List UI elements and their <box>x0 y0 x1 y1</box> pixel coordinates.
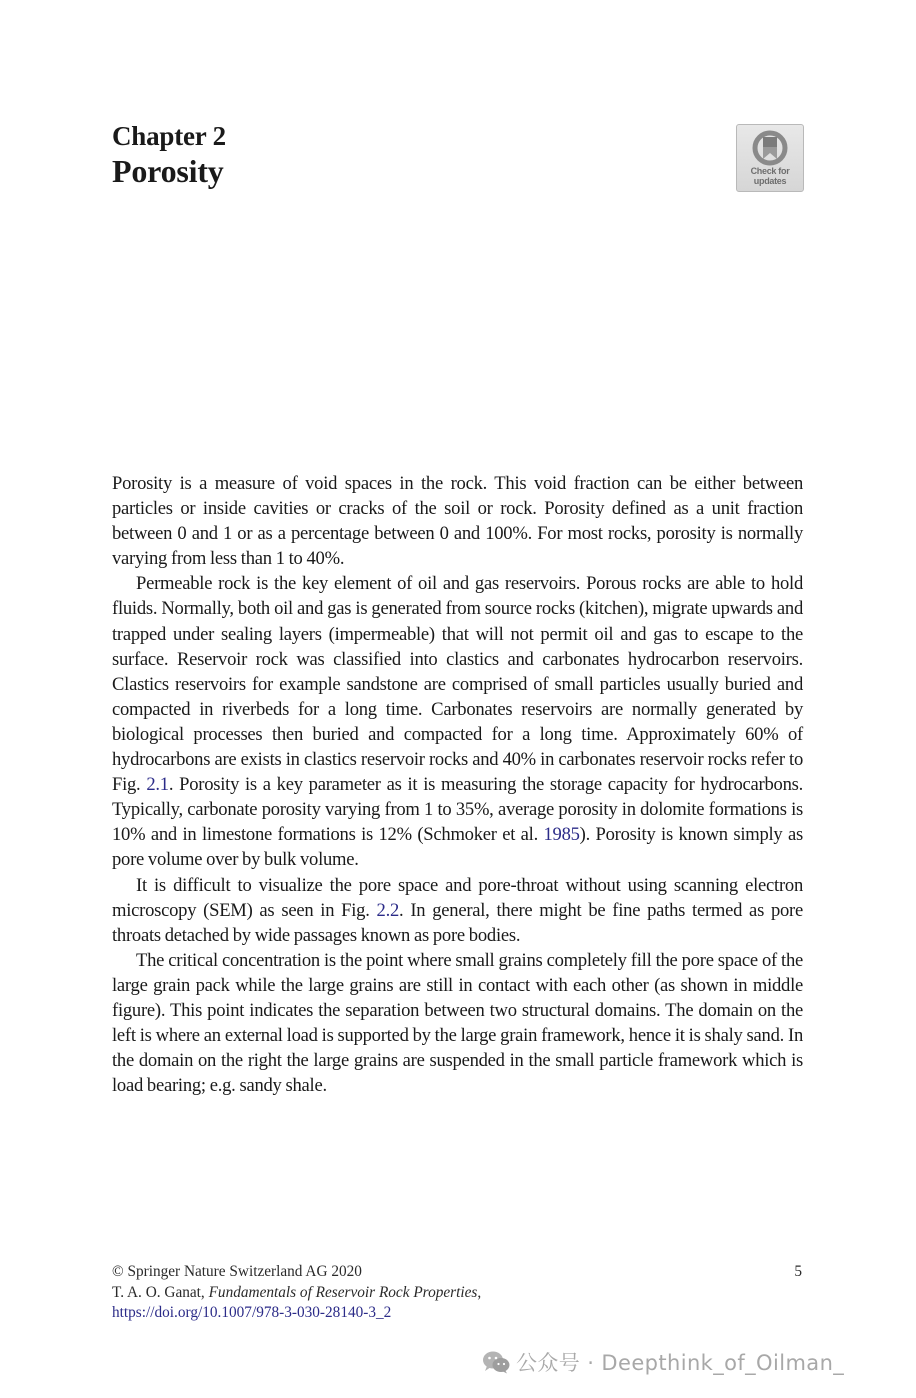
paragraph <box>112 471 803 571</box>
check-for-updates-button[interactable] <box>736 124 804 192</box>
chapter-body <box>112 471 803 1098</box>
paragraph <box>112 948 803 1099</box>
paragraph-text: Permeable rock is the key element of oil and gas reservoirs. Porous rocks are able to hold fluids. Normally, both oil and gas is generated from source rocks (kitchen), migrate upwards and trapped under sealing layers (impermeable) that will not permit oil and gas to escape to the surface. Reservoir rock was classified into clastics and carbonates hydrocarbon reservoirs. Clastics reservoirs for example sandstone are comprised of small particles usually buried and compacted in riverbeds for a long time. Carbonates reservoirs are normally generated by biological processes then buried and compacted for a long time. Approximately 60% of hydrocarbons are exists in clastics reservoir rocks and 40% in carbonates reservoir rocks refer to Fig. <box>112 573 803 796</box>
page-number: 5 <box>794 1263 802 1280</box>
author-name: T. A. O. Ganat, <box>112 1283 209 1301</box>
citation <box>112 1283 803 1304</box>
crossmark-label <box>737 166 803 186</box>
chapter-heading <box>112 120 226 190</box>
copyright-notice: © Springer Nature Switzerland AG 2020 <box>112 1263 362 1280</box>
crossmark-line-1: Check for <box>750 166 790 176</box>
paragraph <box>112 571 803 872</box>
crossmark-line-2: updates <box>753 176 787 186</box>
paragraph <box>112 873 803 948</box>
paragraph-text: The critical concentration is the point where small grains completely fill the pore space of the large grain pack while the large grains are still in contact with each other (as shown in middle figure). This point indicates the separation between two structural domains. The domain on the left is where an external load is supported by the large grain framework, hence it is shaly sand. In the domain on the right the large grains are suspended in the small particle framework which is load bearing; e.g. sandy shale. <box>112 949 803 1097</box>
paragraph-text: . In general, there might be fine paths termed as pore throats detached by wide passages known as pore bodies. <box>112 899 803 946</box>
crossmark-icon <box>751 129 789 167</box>
chapter-title: Porosity <box>112 153 224 189</box>
paragraph-text: ). Porosity is known simply as pore volume over by bulk volume. <box>112 824 803 871</box>
paragraph-text: . Porosity is a key parameter as it is measuring the storage capacity for hydrocarbons. Typically, carbonate porosity varying from 1 to 35%, average porosity in dolomite formations is 10% and in limestone formations is 12% (Schmoker et al. <box>112 774 803 846</box>
doi-link[interactable]: https://doi.org/10.1007/978-3-030-28140-3_2 <box>112 1304 392 1321</box>
book-title: Fundamentals of Reservoir Rock Properties <box>208 1283 478 1301</box>
book-title-suffix: , <box>477 1283 482 1301</box>
paragraph-text: Porosity is a measure of void spaces in the rock. This void fraction can be either between particles or inside cavities or cracks of the soil or rock. Porosity defined as a unit fraction between 0 and 1 or as a percentage between 0 and 100%. For most rocks, porosity is normally varying from less than 1 to 40%. <box>112 473 803 570</box>
wechat-icon <box>482 1350 510 1374</box>
reference-link[interactable]: 2.1 <box>146 774 169 796</box>
page-footer <box>112 1262 803 1324</box>
watermark <box>482 1345 844 1379</box>
chapter-label: Chapter 2 <box>112 121 226 151</box>
watermark-text: 公众号 · Deepthink_of_Oilman_ <box>516 1351 845 1375</box>
paragraph-text: It is difficult to visualize the pore space and pore-throat without using scanning electron microscopy (SEM) as seen in Fig. <box>112 874 803 921</box>
reference-link[interactable]: 2.2 <box>376 899 400 921</box>
reference-link[interactable]: 1985 <box>543 824 580 846</box>
